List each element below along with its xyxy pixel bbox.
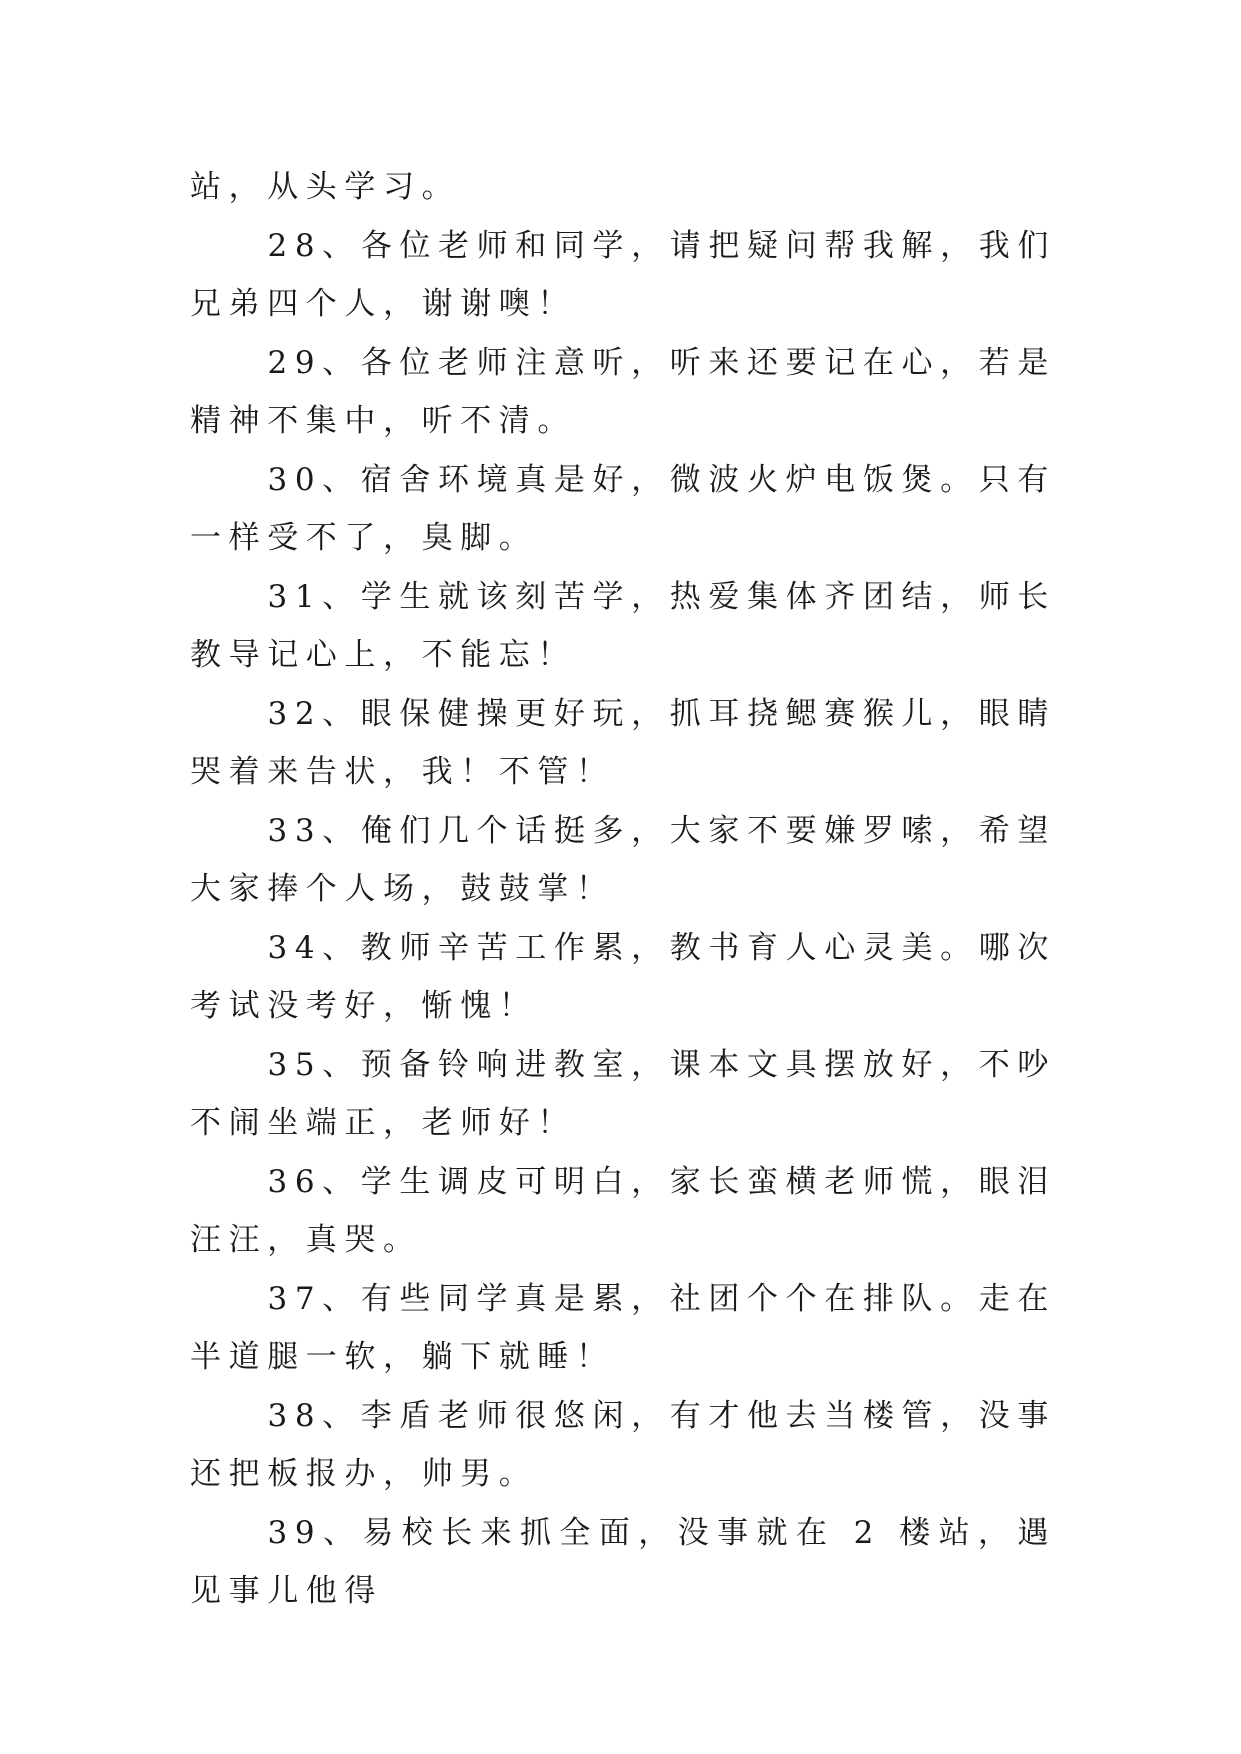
paragraph-29: 29、各位老师注意听，听来还要记在心，若是精神不集中，听不清。 (190, 344, 1056, 439)
body-text (190, 158, 1056, 1621)
paragraph-39: 39、易校长来抓全面，没事就在 2 楼站，遇见事儿他得 (190, 1514, 1056, 1609)
paragraph-37: 37、有些同学真是累，社团个个在排队。走在半道腿一软，躺下就睡！ (190, 1280, 1056, 1375)
paragraph-36: 36、学生调皮可明白，家长蛮横老师慌，眼泪汪汪，真哭。 (190, 1163, 1056, 1258)
paragraph-30: 30、宿舍环境真是好，微波火炉电饭煲。只有一样受不了，臭脚。 (190, 461, 1056, 556)
paragraph-35: 35、预备铃响进教室，课本文具摆放好，不吵不闹坐端正，老师好！ (190, 1046, 1056, 1141)
continued-paragraph: 站，从头学习。 (190, 169, 461, 205)
paragraph-34: 34、教师辛苦工作累，教书育人心灵美。哪次考试没考好，惭愧！ (190, 929, 1056, 1024)
paragraph-33: 33、俺们几个话挺多，大家不要嫌罗嗦，希望大家捧个人场，鼓鼓掌！ (190, 812, 1056, 907)
paragraph-31: 31、学生就该刻苦学，热爱集体齐团结，师长教导记心上，不能忘！ (190, 578, 1056, 673)
paragraph-28: 28、各位老师和同学，请把疑问帮我解，我们兄弟四个人，谢谢噢！ (190, 227, 1056, 322)
paragraph-32: 32、眼保健操更好玩，抓耳挠鳃赛猴儿，眼睛哭着来告状，我！不管！ (190, 695, 1056, 790)
paragraph-38: 38、李盾老师很悠闲，有才他去当楼管，没事还把板报办，帅男。 (190, 1397, 1056, 1492)
